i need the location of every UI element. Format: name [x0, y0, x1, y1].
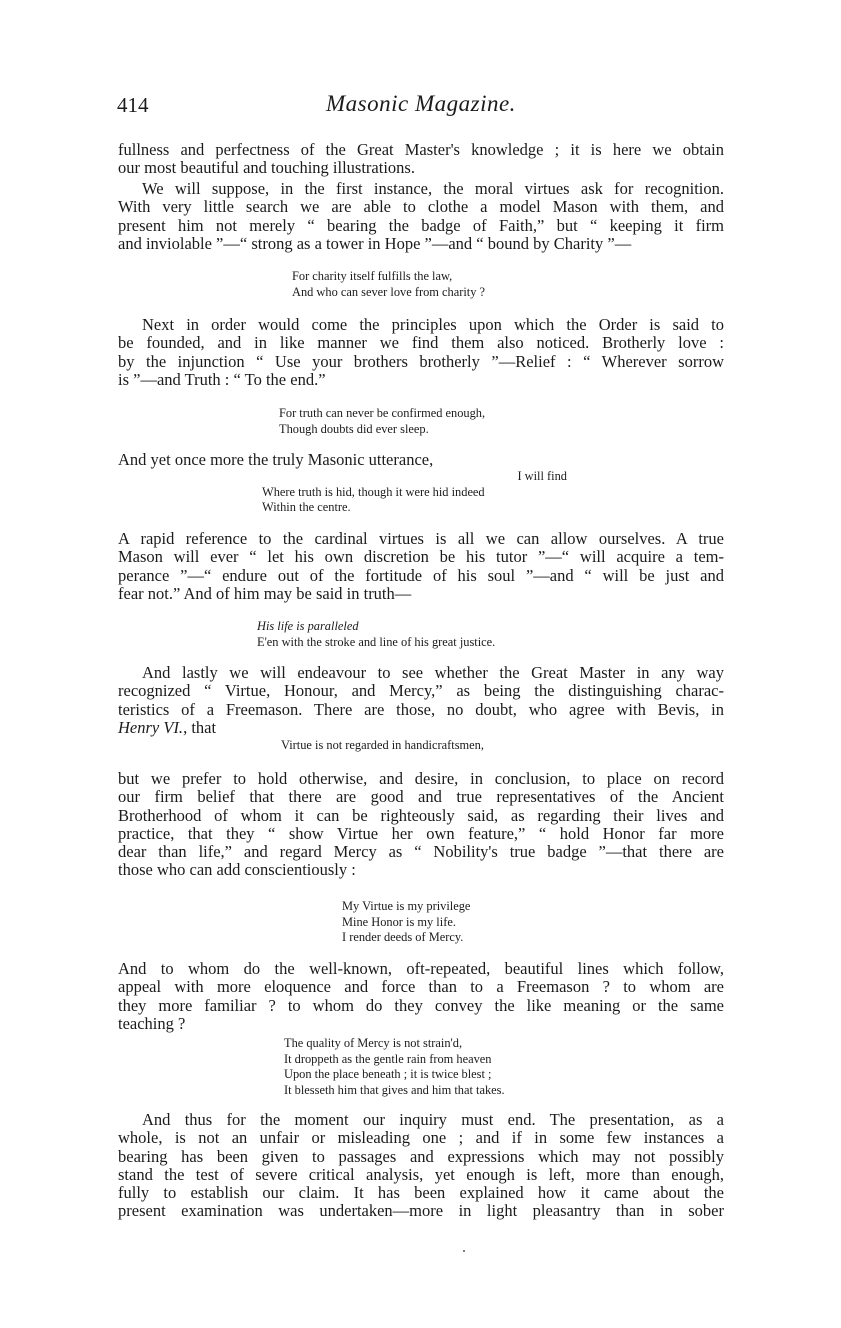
text-line: present examination was undertaken—more in light pleasantry than in sober [118, 1201, 724, 1221]
text-line: And lastly we will endeavour to see whether the Great Master in any way [142, 663, 724, 682]
quotation-7 [284, 1036, 505, 1098]
text-line: practice, that they “ show Virtue her own feature,” “ hold Honor far more [118, 823, 724, 843]
text-line: recognized “ Virtue, Honour, and Mercy,” as being the distinguishing charac- [118, 681, 724, 701]
quote-line: It droppeth as the gentle rain from heaven [284, 1051, 492, 1066]
quote-line: His life is paralleled [257, 619, 359, 633]
paragraph-6 [118, 664, 724, 737]
quote-line: Within the centre. [262, 500, 351, 514]
quote-line: The quality of Mercy is not strain'd, [284, 1036, 463, 1050]
quotation-3 [262, 469, 567, 516]
text-line: our firm belief that there are good and true representatives of the Ancient [118, 787, 724, 807]
paragraph-3 [118, 316, 724, 389]
page-number: 414 [117, 93, 149, 117]
text-line: our most beautiful and touching illustrations. [118, 158, 415, 178]
paragraph-1 [118, 141, 724, 178]
quotation-4 [257, 619, 495, 650]
paragraph-8 [118, 960, 724, 1033]
text-line: A rapid reference to the cardinal virtues is all we can allow ourselves. A true [118, 529, 724, 548]
quotation-6 [342, 899, 470, 946]
quotation-2 [279, 406, 485, 437]
text-fragment: , that [183, 717, 217, 737]
paragraph-2 [118, 180, 724, 253]
text-line: stand the test of severe critical analysis, yet enough is left, more than enough, [118, 1164, 724, 1184]
quote-line: Upon the place beneath ; it is twice blest ; [284, 1067, 492, 1081]
text-line: present him not merely “ bearing the badge of Faith,” but “ keeping it firm [118, 215, 724, 235]
quote-line: E'en with the stroke and line of his great justice. [257, 634, 496, 649]
text-line: With very little search we are able to clothe a model Mason with them, and [118, 197, 724, 217]
quote-line: Mine Honor is my life. [342, 914, 456, 929]
text-line: they more familiar ? to whom do they convey the like meaning or the same [118, 995, 724, 1015]
play-reference: Henry VI. [118, 717, 184, 737]
text-line: dear than life,” and regard Mercy as “ Nobility's true badge ”—that there are [118, 842, 724, 862]
quote-line: Though doubts did ever sleep. [279, 421, 429, 436]
text-line: And to whom do the well-known, oft-repeated, beautiful lines which follow, [118, 959, 724, 978]
running-title: Masonic Magazine. [326, 91, 516, 116]
text-line: Brotherhood of whom it can be righteously said, as regarding their lives and [118, 805, 724, 825]
text-line: and inviolable ”—“ strong as a tower in Hope ”—and “ bound by Charity ”— [118, 233, 632, 253]
text-line: bearing has been given to passages and expressions which may not possibly [118, 1146, 724, 1166]
quotation-1 [292, 269, 485, 300]
text-line: is ”—and Truth : “ To the end.” [118, 369, 326, 389]
quotation-5 [281, 738, 484, 754]
quote-line: I render deeds of Mercy. [342, 930, 464, 944]
quote-line: It blesseth him that gives and him that takes. [284, 1082, 505, 1097]
quote-line: Where truth is hid, though it were hid indeed [262, 484, 485, 499]
text-line: those who can add conscientiously : [118, 860, 356, 880]
text-line: be founded, and in like manner we find them also noticed. Brotherly love : [118, 333, 724, 353]
text-line: teristics of a Freemason. There are those, no doubt, who agree with Bevis, in [118, 699, 724, 719]
text-line: fully to establish our claim. It has been explained how it came about the [118, 1183, 724, 1203]
quote-line: And who can sever love from charity ? [292, 284, 486, 299]
text-line [118, 719, 724, 737]
text-line: by the injunction “ Use your brothers brotherly ”—Relief : “ Wherever sorrow [118, 351, 724, 371]
text-line: fear not.” And of him may be said in truth— [118, 583, 412, 603]
ink-speck [463, 1250, 465, 1252]
text-line: appeal with more eloquence and force than to a Freemason ? to whom are [118, 977, 724, 997]
paragraph-4 [118, 451, 724, 469]
text-line: And thus for the moment our inquiry must end. The presentation, as a [142, 1110, 724, 1129]
text-line: whole, is not an unfair or misleading one ; and if in some few instances a [118, 1128, 724, 1148]
text-line: fullness and perfectness of the Great Master's knowledge ; it is here we obtain [118, 140, 724, 159]
text-line: teaching ? [118, 1013, 186, 1033]
text-line: And yet once more the truly Masonic utterance, [118, 450, 434, 469]
text-line: Next in order would come the principles upon which the Order is said to [142, 315, 724, 334]
quote-line: My Virtue is my privilege [342, 899, 471, 913]
paragraph-7 [118, 770, 724, 880]
quote-line: I will find [517, 469, 567, 483]
text-line: Mason will ever “ let his own discretion be his tutor ”—“ will acquire a tem- [118, 547, 724, 567]
text-line: perance ”—“ endure out of the fortitude of his soul ”—and “ will be just and [118, 565, 724, 585]
quote-line: For truth can never be confirmed enough, [279, 406, 486, 420]
text-line: We will suppose, in the first instance, the moral virtues ask for recognition. [142, 179, 724, 198]
quote-line: Virtue is not regarded in handicraftsmen, [281, 738, 484, 752]
quote-line: For charity itself fulfills the law, [292, 269, 453, 283]
paragraph-5 [118, 530, 724, 603]
text-line: but we prefer to hold otherwise, and desire, in conclusion, to place on record [118, 769, 724, 788]
paragraph-9 [118, 1111, 724, 1221]
